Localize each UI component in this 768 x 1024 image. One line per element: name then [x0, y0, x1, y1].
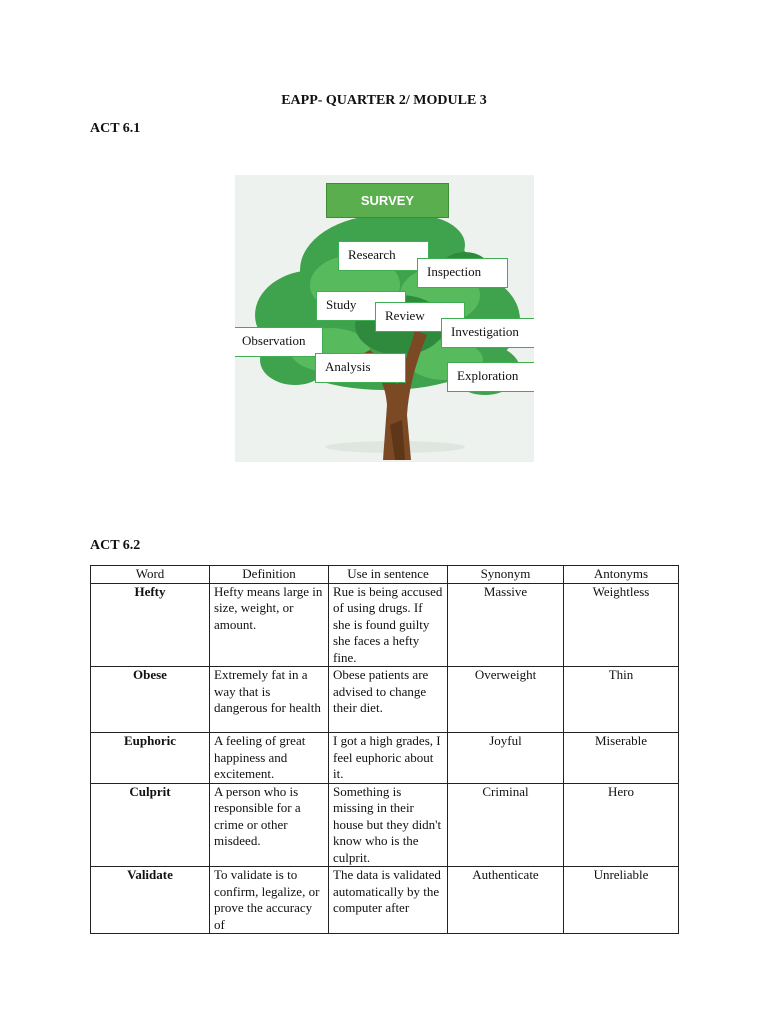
cell-antonym: Unreliable — [564, 867, 679, 934]
tree-label-research: Research — [338, 241, 429, 271]
column-header-word: Word — [91, 566, 210, 584]
tree-label-exploration: Exploration — [447, 362, 534, 392]
survey-label: SURVEY — [326, 183, 449, 218]
column-header-sentence: Use in sentence — [329, 566, 448, 584]
cell-word: Euphoric — [91, 733, 210, 784]
act-6-2-heading: ACT 6.2 — [90, 538, 141, 553]
act-6-1-heading: ACT 6.1 — [90, 121, 141, 136]
cell-antonym: Hero — [564, 783, 679, 867]
table-row — [91, 783, 679, 867]
cell-word: Hefty — [91, 583, 210, 667]
cell-synonym: Criminal — [448, 783, 564, 867]
column-header-antonyms: Antonyms — [564, 566, 679, 584]
cell-sentence: Something is missing in their house but they didn't know who is the culprit. — [329, 783, 448, 867]
cell-antonym: Miserable — [564, 733, 679, 784]
tree-label-analysis: Analysis — [315, 353, 406, 383]
tree-label-study: Study — [316, 291, 406, 321]
cell-definition: A feeling of great happiness and excitement. — [210, 733, 329, 784]
cell-definition: Hefty means large in size, weight, or amount. — [210, 583, 329, 667]
cell-synonym: Overweight — [448, 667, 564, 733]
cell-word: Culprit — [91, 783, 210, 867]
survey-tree-figure — [235, 175, 534, 462]
cell-word: Validate — [91, 867, 210, 934]
cell-sentence: I got a high grades, I feel euphoric about it. — [329, 733, 448, 784]
cell-antonym: Thin — [564, 667, 679, 733]
cell-synonym: Authenticate — [448, 867, 564, 934]
cell-synonym: Massive — [448, 583, 564, 667]
table-row — [91, 583, 679, 667]
tree-label-investigation: Investigation — [441, 318, 534, 348]
cell-sentence: Obese patients are advised to change their diet. — [329, 667, 448, 733]
table-row — [91, 667, 679, 733]
page-title: EAPP- QUARTER 2/ MODULE 3 — [281, 93, 487, 108]
table-row — [91, 733, 679, 784]
table-header-row — [91, 566, 679, 584]
tree-label-review: Review — [375, 302, 465, 332]
tree-label-observation: Observation — [235, 327, 323, 357]
tree-label-inspection: Inspection — [417, 258, 508, 288]
cell-sentence: Rue is being accused of using drugs. If she is found guilty she faces a hefty fine. — [329, 583, 448, 667]
cell-antonym: Weightless — [564, 583, 679, 667]
vocabulary-table — [90, 565, 679, 934]
cell-sentence: The data is validated automatically by the computer after — [329, 867, 448, 934]
cell-synonym: Joyful — [448, 733, 564, 784]
table-row — [91, 867, 679, 934]
cell-definition: To validate is to confirm, legalize, or prove the accuracy of — [210, 867, 329, 934]
cell-definition: A person who is responsible for a crime or other misdeed. — [210, 783, 329, 867]
column-header-definition: Definition — [210, 566, 329, 584]
cell-definition: Extremely fat in a way that is dangerous for health — [210, 667, 329, 733]
column-header-synonym: Synonym — [448, 566, 564, 584]
cell-word: Obese — [91, 667, 210, 733]
